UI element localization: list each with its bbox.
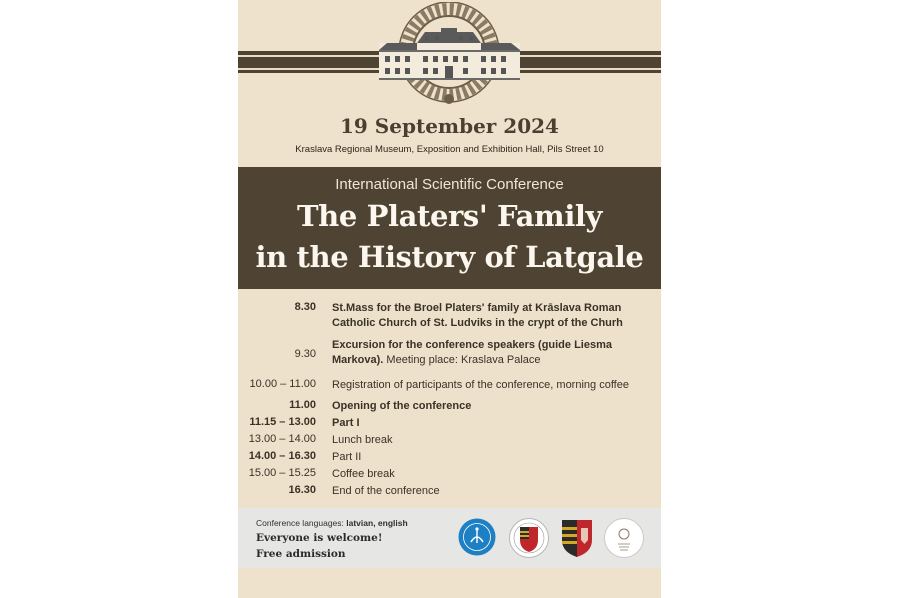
conference-subtitle: International Scientific Conference	[335, 176, 564, 193]
program-time: 14.00 – 16.30	[248, 450, 316, 462]
title-block	[238, 167, 661, 289]
poster	[238, 0, 661, 598]
title-line: The Platers' Family	[296, 199, 602, 233]
program-time: 11.15 – 13.00	[249, 416, 316, 428]
description-line	[332, 353, 657, 368]
footer-panel	[238, 508, 661, 568]
event-date: 19 September 2024	[340, 114, 559, 138]
program-time: 15.00 – 15.25	[248, 467, 316, 479]
description-line: Excursion for the conference speakers (guide Liesma	[332, 339, 612, 351]
program-description	[332, 301, 657, 331]
conference-languages	[256, 518, 408, 528]
description-line: St.Mass for the Broel Platers' family at Krāslava Roman	[332, 302, 622, 314]
program-description: Part I	[332, 417, 360, 429]
program-time: 9.30	[294, 348, 316, 360]
coat-of-arms-icon	[561, 518, 593, 558]
municipality-badge-icon	[509, 518, 549, 558]
languages-value: latvian, english	[346, 518, 408, 528]
title-line: in the History of Latgale	[255, 240, 644, 274]
museum-logo-icon	[458, 518, 496, 556]
program-schedule	[238, 289, 661, 508]
languages-label: Conference languages:	[256, 518, 347, 528]
description-line: Catholic Church of St. Ludviks in the crypt of the Churh	[332, 317, 623, 329]
program-description: End of the conference	[332, 485, 440, 497]
description-bold: Markova).	[332, 354, 384, 366]
program-description	[332, 338, 657, 368]
program-time: 13.00 – 14.00	[248, 433, 316, 445]
event-venue: Kraslava Regional Museum, Exposition and Exhibition Hall, Pils Street 10	[295, 144, 604, 155]
palace-wreath-emblem	[377, 2, 522, 106]
cultural-foundation-logo-icon	[604, 518, 644, 558]
admission-text: Free admission	[256, 548, 346, 560]
program-time: 10.00 – 11.00	[249, 378, 316, 390]
description-rest: Meeting place: Kraslava Palace	[383, 354, 541, 366]
program-time: 11.00	[289, 399, 316, 411]
program-description: Part II	[332, 451, 362, 463]
welcome-text: Everyone is welcome!	[256, 532, 383, 544]
program-description: Coffee break	[332, 468, 395, 480]
program-description: Lunch break	[332, 434, 393, 446]
program-time: 16.30	[288, 484, 316, 496]
program-time: 8.30	[294, 301, 316, 313]
program-description: Registration of participants of the conference, morning coffee	[332, 379, 629, 391]
conference-title	[238, 196, 661, 278]
program-description: Opening of the conference	[332, 400, 472, 412]
